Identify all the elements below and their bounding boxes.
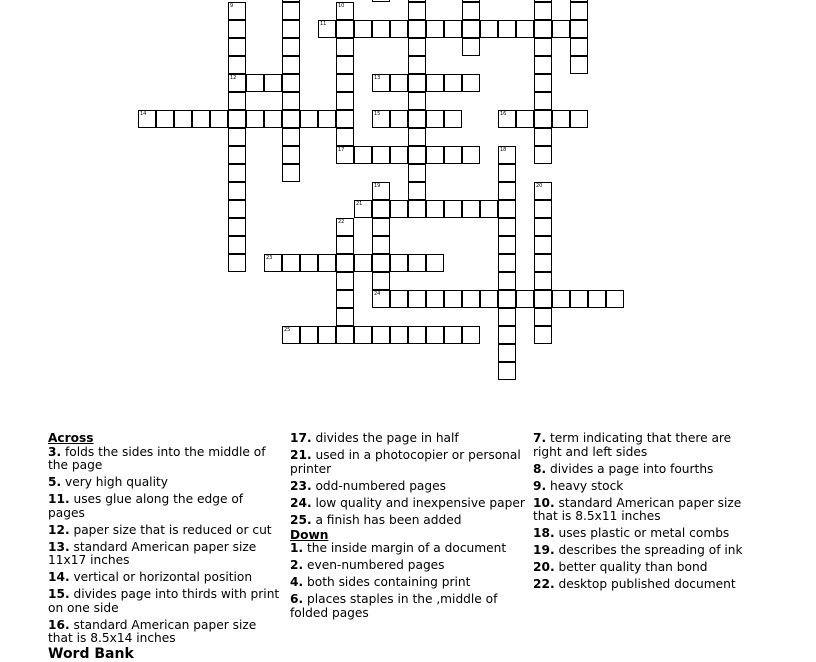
crossword-cell[interactable] — [498, 326, 516, 344]
crossword-cell[interactable] — [498, 308, 516, 326]
crossword-cell[interactable] — [534, 128, 552, 146]
crossword-cell[interactable] — [534, 146, 552, 164]
crossword-cell[interactable] — [264, 74, 282, 92]
clue-number: 4. — [290, 575, 304, 589]
clue-text: paper size that is reduced or cut — [69, 522, 272, 537]
clue-text: desktop published document — [554, 577, 736, 591]
clue-text: very high quality — [61, 475, 168, 489]
clue-number: 5. — [48, 475, 62, 489]
clue-number: 6. — [290, 592, 304, 606]
crossword-cell[interactable] — [516, 20, 534, 38]
crossword-cell[interactable] — [426, 74, 444, 92]
clues-column-3 — [533, 432, 753, 595]
clue-text: even-numbered pages — [303, 558, 445, 572]
clue-number: 9. — [533, 478, 547, 493]
clue-number: 15. — [48, 587, 70, 601]
crossword-cell[interactable] — [354, 146, 372, 164]
crossword-cell[interactable] — [282, 128, 300, 146]
clues-column-2 — [290, 432, 526, 624]
clue-text: vertical or horizontal position — [69, 570, 253, 584]
crossword-cell[interactable] — [228, 38, 246, 56]
crossword-cell[interactable] — [534, 290, 552, 308]
crossword-cell[interactable] — [570, 56, 588, 74]
clue-text: standard American paper size 11x17 inches — [48, 539, 257, 567]
crossword-cell[interactable] — [372, 236, 390, 254]
crossword-cell[interactable] — [390, 146, 408, 164]
crossword-cell[interactable] — [282, 74, 300, 92]
crossword-cell[interactable] — [336, 146, 354, 164]
crossword-cell[interactable] — [444, 20, 462, 38]
crossword-cell[interactable] — [228, 74, 246, 92]
clue-text: a finish has been added — [311, 512, 462, 527]
clue-text: standard American paper size that is 8.5x14 inches — [48, 617, 257, 645]
crossword-cell[interactable] — [516, 290, 534, 308]
down-clue-list-continued — [533, 432, 753, 592]
clue-number: 19. — [533, 543, 555, 557]
crossword-cell[interactable] — [408, 110, 426, 128]
crossword-cell[interactable] — [426, 146, 444, 164]
clue-text: better quality than bond — [554, 560, 708, 574]
crossword-cell[interactable] — [336, 56, 354, 74]
crossword-cell[interactable] — [372, 182, 390, 200]
crossword-cell[interactable] — [318, 254, 336, 272]
crossword-cell[interactable] — [408, 290, 426, 308]
clue-text: divides page into thirds with print on one side — [48, 587, 280, 615]
crossword-cell[interactable] — [282, 92, 300, 110]
crossword-cell[interactable] — [336, 326, 354, 344]
clue-item — [290, 559, 526, 573]
clue-item — [48, 571, 280, 585]
clue-number: 17. — [290, 431, 312, 445]
crossword-cell[interactable] — [318, 326, 336, 344]
clue-text: uses glue along the edge of pages — [48, 492, 244, 520]
clue-number: 2. — [290, 558, 304, 572]
crossword-cell[interactable] — [264, 110, 282, 128]
clues-column-1 — [48, 432, 280, 649]
crossword-cell[interactable] — [372, 20, 390, 38]
crossword-cell[interactable] — [498, 182, 516, 200]
crossword-cell[interactable] — [408, 56, 426, 74]
crossword-cell[interactable] — [282, 164, 300, 182]
crossword-cell[interactable] — [192, 110, 210, 128]
crossword-cell[interactable] — [354, 20, 372, 38]
clue-item — [533, 480, 753, 494]
clue-item — [533, 463, 753, 477]
crossword-cell[interactable] — [534, 182, 552, 200]
crossword-cell[interactable] — [174, 110, 192, 128]
clue-item — [48, 524, 280, 538]
clue-item — [48, 446, 280, 473]
crossword-cell[interactable] — [534, 20, 552, 38]
crossword-cell[interactable] — [426, 290, 444, 308]
crossword-cell[interactable] — [228, 56, 246, 74]
crossword-cell[interactable] — [372, 254, 390, 272]
crossword-cell[interactable] — [426, 200, 444, 218]
crossword-cell[interactable] — [462, 290, 480, 308]
crossword-cell[interactable] — [426, 20, 444, 38]
crossword-cell[interactable] — [336, 218, 354, 236]
crossword-cell[interactable] — [444, 146, 462, 164]
crossword-cell[interactable] — [390, 110, 408, 128]
crossword-cell[interactable] — [498, 200, 516, 218]
clue-text: divides a page into fourths — [546, 461, 714, 476]
crossword-cell[interactable] — [390, 200, 408, 218]
crossword-cell[interactable] — [426, 254, 444, 272]
crossword-cell[interactable] — [282, 20, 300, 38]
clue-item — [290, 480, 526, 494]
cell-number: 12 — [230, 75, 237, 81]
crossword-cell[interactable] — [462, 326, 480, 344]
clue-text: uses plastic or metal combs — [554, 526, 730, 540]
crossword-cell[interactable] — [498, 236, 516, 254]
crossword-cell[interactable] — [408, 200, 426, 218]
crossword-cell[interactable] — [606, 290, 624, 308]
crossword-cell[interactable] — [300, 326, 318, 344]
crossword-cell[interactable] — [282, 146, 300, 164]
crossword-cell[interactable] — [300, 254, 318, 272]
clue-item — [533, 578, 753, 592]
clue-item — [533, 544, 753, 558]
crossword-cell[interactable] — [228, 2, 246, 20]
crossword-cell[interactable] — [408, 164, 426, 182]
clue-item — [48, 541, 280, 568]
crossword-cell[interactable] — [336, 236, 354, 254]
crossword-cell[interactable] — [210, 110, 228, 128]
clue-text: divides the page in half — [311, 431, 459, 445]
crossword-cell[interactable] — [534, 110, 552, 128]
crossword-cell[interactable] — [498, 362, 516, 380]
across-clue-list — [48, 446, 280, 646]
crossword-cell[interactable] — [336, 290, 354, 308]
clue-text: used in a photocopier or personal printer — [290, 448, 521, 476]
crossword-cell[interactable] — [228, 254, 246, 272]
crossword-cell[interactable] — [228, 92, 246, 110]
across-heading: Across — [48, 431, 94, 445]
crossword-cell[interactable] — [552, 110, 570, 128]
word-bank-heading: Word Bank — [48, 646, 134, 662]
crossword-cell[interactable] — [462, 20, 480, 38]
crossword-cell[interactable] — [498, 110, 516, 128]
clue-item — [290, 576, 526, 590]
crossword-cell[interactable] — [444, 74, 462, 92]
cell-number: 11 — [320, 21, 327, 27]
crossword-cell[interactable] — [444, 200, 462, 218]
crossword-cell[interactable] — [408, 326, 426, 344]
crossword-cell[interactable] — [372, 0, 390, 2]
clue-number: 14. — [48, 570, 70, 584]
clue-item — [48, 588, 280, 615]
clue-text: odd-numbered pages — [311, 478, 446, 493]
clue-number: 7. — [533, 431, 547, 445]
clue-number: 3. — [48, 444, 62, 459]
cell-number: 24 — [374, 291, 381, 297]
clue-number: 13. — [48, 539, 70, 554]
crossword-cell[interactable] — [498, 344, 516, 362]
crossword-cell[interactable] — [228, 182, 246, 200]
clue-number: 22. — [533, 577, 555, 591]
crossword-cell[interactable] — [408, 74, 426, 92]
clue-item — [290, 432, 526, 446]
crossword-cell[interactable] — [390, 74, 408, 92]
crossword-cell[interactable] — [282, 110, 300, 128]
crossword-cell[interactable] — [264, 254, 282, 272]
crossword-cell[interactable] — [336, 92, 354, 110]
crossword-cell[interactable] — [372, 290, 390, 308]
clue-number: 8. — [533, 461, 547, 476]
clue-number: 10. — [533, 495, 555, 510]
cell-number: 25 — [284, 327, 291, 333]
clue-number: 25. — [290, 512, 312, 527]
clue-item — [290, 593, 526, 620]
clue-item — [533, 432, 753, 459]
crossword-cell[interactable] — [336, 128, 354, 146]
crossword-cell[interactable] — [372, 326, 390, 344]
crossword-cell[interactable] — [516, 110, 534, 128]
crossword-cell[interactable] — [498, 146, 516, 164]
cell-number: 15 — [374, 111, 381, 117]
crossword-cell[interactable] — [156, 110, 174, 128]
across-clue-list-continued — [290, 432, 526, 527]
crossword-cell[interactable] — [534, 272, 552, 290]
crossword-cell[interactable] — [282, 326, 300, 344]
crossword-cell[interactable] — [498, 290, 516, 308]
crossword-cell[interactable] — [462, 38, 480, 56]
crossword-cell[interactable] — [408, 254, 426, 272]
clue-text: both sides containing print — [303, 575, 471, 589]
cell-number: 23 — [266, 255, 273, 261]
crossword-cell[interactable] — [354, 254, 372, 272]
crossword-cell[interactable] — [282, 56, 300, 74]
crossword-cell[interactable] — [462, 74, 480, 92]
crossword-cell[interactable] — [570, 2, 588, 20]
crossword-cell[interactable] — [390, 326, 408, 344]
cell-number: 18 — [500, 147, 507, 153]
crossword-cell[interactable] — [534, 326, 552, 344]
crossword-cell[interactable] — [444, 326, 462, 344]
crossword-cell[interactable] — [318, 110, 336, 128]
crossword-cell[interactable] — [282, 38, 300, 56]
clue-item — [533, 497, 753, 524]
crossword-cell[interactable] — [534, 218, 552, 236]
clue-item — [290, 497, 526, 511]
clue-item — [533, 527, 753, 541]
crossword-cell[interactable] — [570, 38, 588, 56]
clue-number: 20. — [533, 560, 555, 574]
clue-item — [290, 449, 526, 476]
cell-number: 20 — [536, 183, 543, 189]
crossword-cell[interactable] — [462, 2, 480, 20]
crossword-cell[interactable] — [228, 200, 246, 218]
crossword-cell[interactable] — [336, 272, 354, 290]
crossword-cell[interactable] — [552, 20, 570, 38]
crossword-cell[interactable] — [444, 110, 462, 128]
crossword-cell[interactable] — [300, 110, 318, 128]
clue-item — [48, 476, 280, 490]
cell-number: 19 — [374, 183, 381, 189]
crossword-cell[interactable] — [570, 110, 588, 128]
crossword-cell[interactable] — [390, 20, 408, 38]
clue-text: places staples in the ,middle of folded pages — [290, 592, 498, 620]
clue-number: 18. — [533, 526, 555, 540]
crossword-cell[interactable] — [390, 290, 408, 308]
crossword-cell[interactable] — [282, 254, 300, 272]
crossword-cell[interactable] — [246, 74, 264, 92]
down-heading: Down — [290, 527, 329, 542]
cell-number: 9 — [230, 3, 234, 9]
crossword-cell[interactable] — [408, 128, 426, 146]
crossword-cell[interactable] — [408, 182, 426, 200]
clue-number: 16. — [48, 617, 70, 632]
crossword-cell[interactable] — [408, 20, 426, 38]
crossword-cell[interactable] — [570, 290, 588, 308]
clue-text: the inside margin of a document — [303, 541, 507, 555]
clue-text: standard American paper size that is 8.5x11 inches — [533, 495, 742, 523]
crossword-cell[interactable] — [426, 326, 444, 344]
clue-item — [290, 514, 526, 528]
clue-item — [290, 542, 526, 556]
down-clue-list — [290, 542, 526, 620]
crossword-cell[interactable] — [372, 74, 390, 92]
crossword-cell[interactable] — [228, 20, 246, 38]
cell-number: 10 — [338, 3, 345, 9]
crossword-cell[interactable] — [534, 74, 552, 92]
crossword-cell[interactable] — [246, 110, 264, 128]
clue-number: 23. — [290, 478, 312, 493]
cell-number: 21 — [356, 201, 363, 207]
crossword-cell[interactable] — [336, 254, 354, 272]
crossword-cell[interactable] — [480, 200, 498, 218]
crossword-cell[interactable] — [138, 110, 156, 128]
crossword-cell[interactable] — [498, 254, 516, 272]
crossword-cell[interactable] — [372, 146, 390, 164]
crossword-cell[interactable] — [498, 164, 516, 182]
clue-number: 11. — [48, 492, 70, 506]
crossword-cell[interactable] — [534, 200, 552, 218]
cell-number: 22 — [338, 219, 345, 225]
clue-text: low quality and inexpensive paper — [311, 495, 525, 510]
cell-number: 14 — [140, 111, 147, 117]
clue-item — [48, 619, 280, 646]
crossword-cell[interactable] — [462, 146, 480, 164]
crossword-cell[interactable] — [408, 38, 426, 56]
crossword-cell[interactable] — [570, 20, 588, 38]
crossword-cell[interactable] — [444, 290, 462, 308]
clue-number: 21. — [290, 448, 312, 462]
crossword-cell[interactable] — [498, 272, 516, 290]
crossword-cell[interactable] — [534, 236, 552, 254]
crossword-cell[interactable] — [426, 110, 444, 128]
crossword-cell[interactable] — [498, 218, 516, 236]
crossword-cell[interactable] — [354, 326, 372, 344]
crossword-cell[interactable] — [552, 290, 570, 308]
crossword-cell[interactable] — [282, 2, 300, 20]
crossword-cell[interactable] — [228, 128, 246, 146]
crossword-cell[interactable] — [534, 38, 552, 56]
crossword-cell[interactable] — [354, 200, 372, 218]
crossword-cell[interactable] — [372, 272, 390, 290]
crossword-cell[interactable] — [498, 20, 516, 38]
clue-text: folds the sides into the middle of the page — [48, 444, 266, 472]
crossword-cell[interactable] — [336, 20, 354, 38]
crossword-cell[interactable] — [534, 56, 552, 74]
crossword-cell[interactable] — [318, 20, 336, 38]
crossword-cell[interactable] — [372, 110, 390, 128]
crossword-cell[interactable] — [534, 2, 552, 20]
crossword-cell[interactable] — [336, 74, 354, 92]
crossword-cell[interactable] — [228, 236, 246, 254]
crossword-cell[interactable] — [336, 2, 354, 20]
crossword-cell[interactable] — [480, 20, 498, 38]
crossword-cell[interactable] — [462, 200, 480, 218]
crossword-cell[interactable] — [336, 38, 354, 56]
crossword-cell[interactable] — [408, 146, 426, 164]
crossword-cell[interactable] — [336, 308, 354, 326]
cell-number: 13 — [374, 75, 381, 81]
crossword-cell[interactable] — [408, 92, 426, 110]
clue-text: describes the spreading of ink — [554, 543, 743, 557]
cell-number: 17 — [338, 147, 345, 153]
clue-item — [533, 561, 753, 575]
crossword-cell[interactable] — [336, 110, 354, 128]
crossword-cell[interactable] — [372, 200, 390, 218]
crossword-cell[interactable] — [534, 254, 552, 272]
clue-number: 12. — [48, 522, 70, 537]
crossword-cell[interactable] — [408, 2, 426, 20]
crossword-cell[interactable] — [228, 164, 246, 182]
crossword-cell[interactable] — [588, 290, 606, 308]
crossword-cell[interactable] — [372, 218, 390, 236]
clue-text: heavy stock — [546, 478, 624, 493]
crossword-cell[interactable] — [228, 110, 246, 128]
clue-text: term indicating that there are right and left sides — [533, 431, 732, 459]
crossword-cell[interactable] — [534, 308, 552, 326]
clue-item — [48, 493, 280, 520]
crossword-cell[interactable] — [480, 290, 498, 308]
cell-number: 16 — [500, 111, 507, 117]
clue-number: 24. — [290, 495, 312, 510]
clue-number: 1. — [290, 541, 304, 555]
crossword-cell[interactable] — [228, 146, 246, 164]
crossword-cell[interactable] — [390, 254, 408, 272]
crossword-cell[interactable] — [534, 92, 552, 110]
crossword-cell[interactable] — [228, 218, 246, 236]
